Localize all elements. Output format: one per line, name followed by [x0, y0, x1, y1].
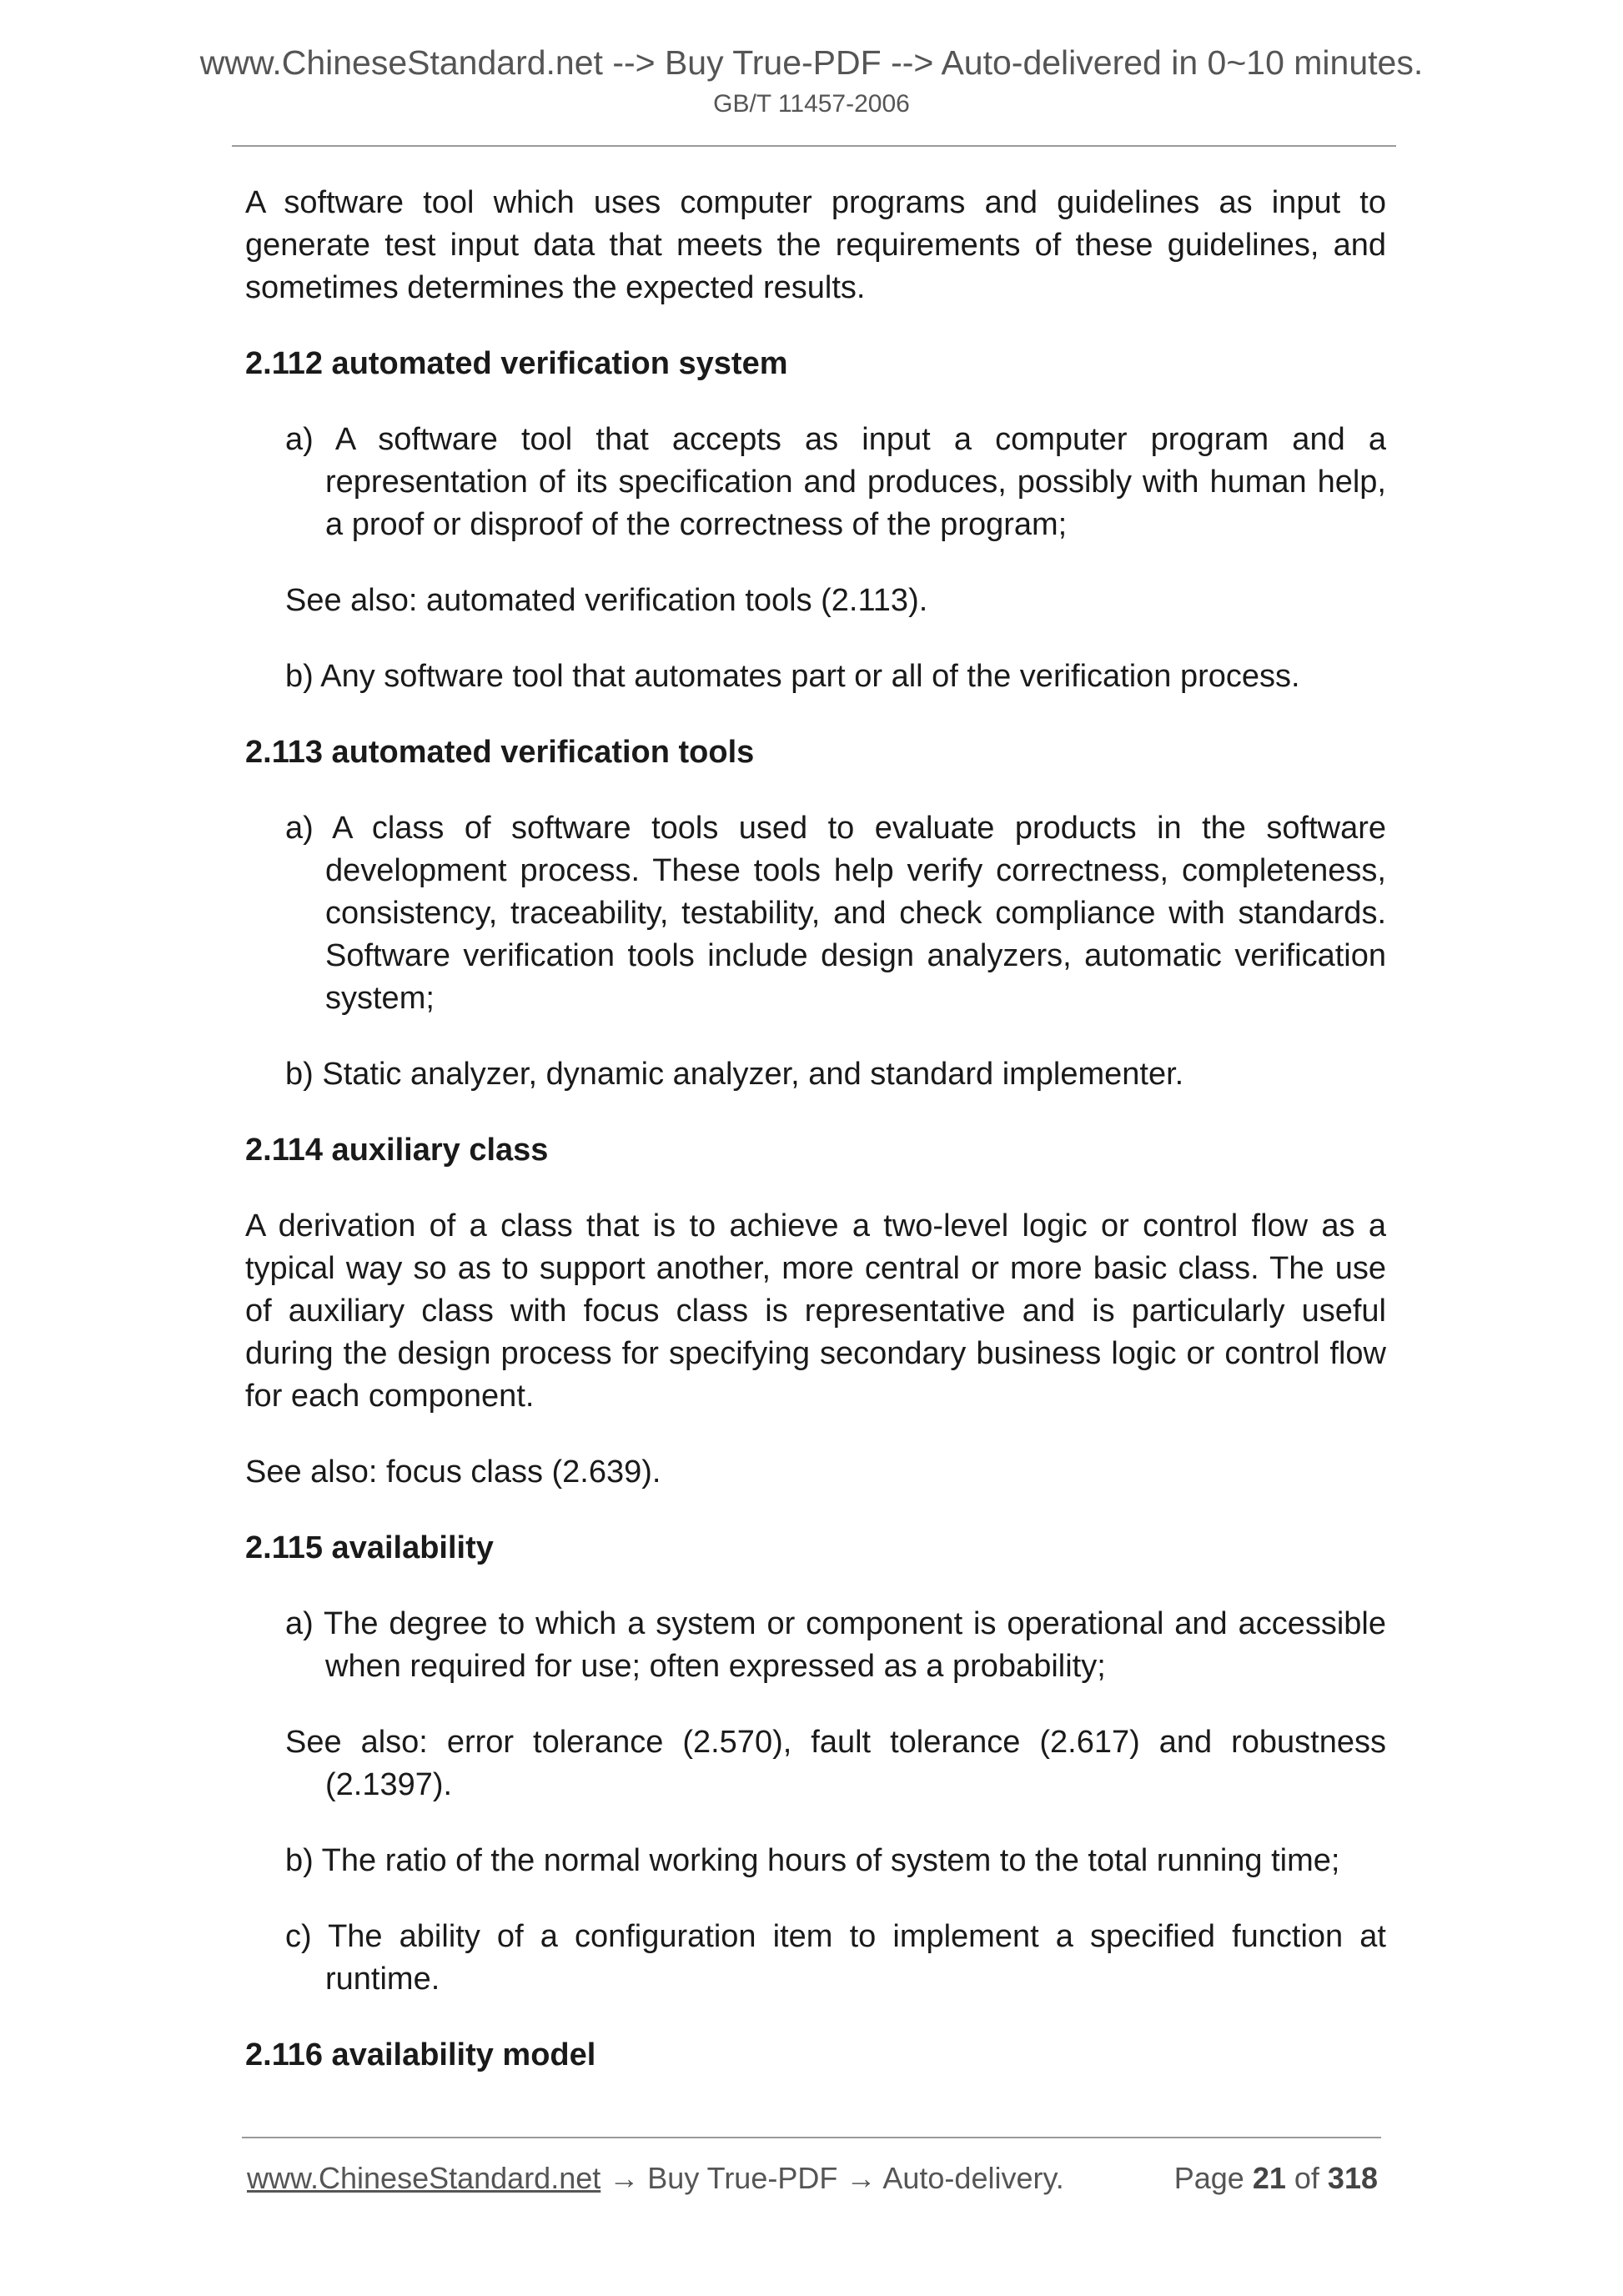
section-heading-2-115: 2.115 availability: [245, 1530, 494, 1565]
definition-paragraph: A derivation of a class that is to achieve a two-level logic or control flow as a typical way so as to support another, more central or more basic class. The use of auxiliary class with focus class is representative and is particularly useful during the design process for specifying secondary business logic or control flow for each component.: [245, 1208, 1386, 1414]
definition-item-c: c) The ability of a configuration item to implement a specified function at runtime.: [285, 1919, 1386, 1997]
header-site-line: www.ChineseStandard.net --> Buy True-PDF --> Auto-delivered in 0~10 minutes.: [199, 43, 1424, 82]
total-pages: 318: [1327, 2161, 1378, 2195]
definition-item-b: b) Any software tool that automates part or all of the verification process.: [285, 659, 1300, 694]
definition-item-a: a) A class of software tools used to evaluate products in the software development process. These tools help verify correctness, completeness, consistency, traceability, testability, and check compliance with standards. Software verification tools include design analyzers, automatic verification system;: [285, 811, 1386, 1016]
section-heading-2-113: 2.113 automated verification tools: [245, 735, 755, 770]
page-label: Page: [1173, 2161, 1244, 2195]
see-also-note: See also: error tolerance (2.570), fault tolerance (2.617) and robustness (2.1397).: [285, 1725, 1386, 1802]
of-label: of: [1294, 2161, 1319, 2195]
arrow-icon: →: [609, 2161, 640, 2195]
section-heading-2-116: 2.116 availability model: [245, 2037, 596, 2072]
page-header: [0, 42, 1623, 122]
intro-paragraph: A software tool which uses computer programs and guidelines as input to generate test input data that meets the requirements of these guidelines, and sometimes determines the expected results.: [245, 185, 1386, 305]
section-heading-2-112: 2.112 automated verification system: [245, 346, 788, 381]
definition-item-b: b) Static analyzer, dynamic analyzer, and standard implementer.: [285, 1057, 1184, 1092]
page-number: 21: [1252, 2161, 1286, 2195]
definition-item-b: b) The ratio of the normal working hours of system to the total running time;: [285, 1843, 1340, 1878]
definition-item-a: a) The degree to which a system or component is operational and accessible when required for use; often expressed as a probability;: [285, 1606, 1386, 1684]
footer-delivery-text: Auto-delivery.: [882, 2161, 1064, 2195]
arrow-icon: →: [846, 2161, 877, 2195]
header-divider: [232, 145, 1396, 147]
footer-site-link[interactable]: www.ChineseStandard.net: [247, 2161, 601, 2195]
see-also-note: See also: automated verification tools (2.113).: [285, 583, 928, 618]
definition-item-a: a) A software tool that accepts as input a computer program and a representation of its specification and produces, possibly with human help, a proof or disproof of the correctness of the program;: [285, 422, 1386, 542]
document-body: [245, 182, 1386, 2110]
section-heading-2-114: 2.114 auxiliary class: [245, 1133, 549, 1168]
page-counter: [1174, 2158, 1378, 2199]
footer-promo: [247, 2158, 1064, 2199]
see-also-note: See also: focus class (2.639).: [245, 1454, 661, 1490]
footer-divider: [242, 2137, 1381, 2138]
footer-buy-text: Buy True-PDF: [647, 2161, 838, 2195]
header-standard-id: GB/T 11457-2006: [713, 90, 910, 118]
